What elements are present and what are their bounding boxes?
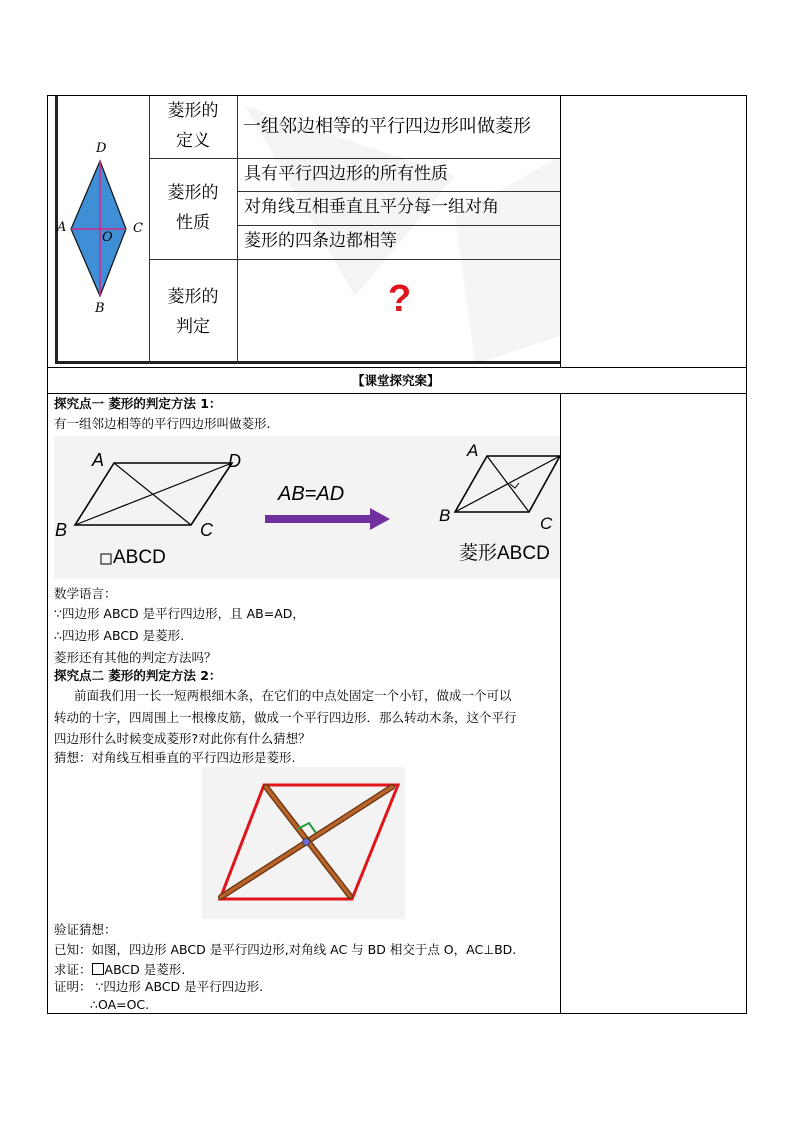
given-statement: 已知：如图，四边形 ABCD 是平行四边形,对角线 AC 与 BD 相交于点 O，AC⊥BD. [54, 942, 517, 957]
arrow-body [265, 515, 370, 523]
table-left-border [47, 95, 48, 1014]
fig2-caption: 菱形ABCD [459, 543, 550, 564]
fig1-caption: ABCD [113, 547, 166, 568]
prove-label: 求证： [54, 962, 92, 977]
row-label-property-line2: 性质 [176, 213, 210, 233]
fig1-label-c: C [200, 520, 213, 540]
row-label-property [150, 178, 236, 238]
proof-line1: 证明： ∵四边形 ABCD 是平行四边形. [54, 979, 264, 994]
row-label-definition-line1: 菱形的 [167, 101, 219, 121]
parallelogram-symbol-inline [92, 963, 104, 975]
inner-row-line-2 [237, 191, 560, 192]
therefore-statement: ∴四边形 ABCD 是菱形. [54, 628, 185, 643]
table-col-divider-bottom [560, 393, 561, 1013]
arrow-head [370, 508, 390, 530]
math-language-label: 数学语言： [54, 586, 117, 601]
fig2-label-c: C [540, 514, 553, 533]
explore2-figure [202, 767, 405, 919]
verify-label: 验证猜想： [54, 922, 117, 937]
prove-rest: ABCD 是菱形. [104, 962, 186, 977]
row-label-criterion-line2: 判定 [176, 317, 210, 337]
property-text-1: 具有平行四边形的所有性质 [244, 164, 448, 184]
explore2-heading: 探究点二 菱形的判定方法 2： [54, 668, 222, 683]
row-label-property-line1: 菱形的 [167, 183, 219, 203]
label-o: O [102, 230, 113, 245]
fig2-label-b: B [439, 506, 451, 525]
criterion-question-mark: ? [388, 278, 412, 320]
row-label-criterion-line1: 菱形的 [167, 287, 219, 307]
center-nail [303, 839, 310, 846]
prove-statement [54, 962, 185, 978]
parallelogram-symbol [101, 554, 111, 564]
parallelogram-diag-2 [75, 463, 232, 525]
fig1-label-b: B [55, 520, 68, 540]
row-label-criterion [150, 282, 236, 342]
row-label-definition [150, 96, 236, 156]
explore2-para-line1: 前面我们用一长一短两根细木条，在它们的中点处固定一个小钉，做成一个可以 [74, 688, 512, 703]
explore2-para-line2: 转动的十字，四周围上一根橡皮筋，做成一个平行四边形．那么转动木条，这个平行 [54, 710, 517, 725]
arrow-label: AB=AD [278, 483, 345, 505]
inner-row-line-4 [149, 259, 560, 260]
fig2-label-a: A [467, 441, 479, 460]
row-label-definition-line2: 定义 [176, 131, 210, 151]
label-a: A [57, 220, 67, 235]
fig1-label-d: D [228, 451, 241, 471]
table-row-divider-2 [47, 393, 747, 394]
definition-text: 一组邻边相等的平行四边形叫做菱形 [243, 116, 531, 137]
table-bottom-border [47, 1013, 747, 1014]
other-methods-question: 菱形还有其他的判定方法吗？ [54, 650, 217, 665]
label-d: D [96, 141, 107, 156]
explore2-para-line3: 四边形什么时候变成菱形?对此你有什么猜想？ [54, 731, 311, 746]
right-angle-mark [510, 483, 519, 488]
explore1-figure [54, 436, 560, 579]
table-row-divider-1 [47, 367, 747, 368]
label-c: C [133, 221, 143, 236]
inner-col-line-2 [237, 96, 238, 364]
inner-row-line-3 [237, 225, 560, 226]
property-text-3: 菱形的四条边都相等 [244, 231, 397, 251]
fig1-label-a: A [92, 450, 105, 470]
explore2-figure-drawing [202, 767, 405, 919]
explore1-definition: 有一组邻边相等的平行四边形叫做菱形. [54, 416, 271, 431]
table-right-border [746, 95, 747, 1014]
proof-line2: ∴OA=OC. [90, 997, 150, 1012]
because-statement: ∵四边形 ABCD 是平行四边形，且 AB=AD， [54, 606, 305, 621]
section-title: 【课堂探究案】 [352, 373, 440, 388]
rhombus-summary-slide [55, 96, 560, 364]
table-col-divider-top [560, 95, 561, 367]
guess-statement: 猜想：对角线互相垂直的平行四边形是菱形. [54, 750, 296, 765]
label-b: B [95, 301, 105, 316]
explore1-heading: 探究点一 菱形的判定方法 1： [54, 396, 222, 411]
inner-row-line-1 [149, 158, 560, 159]
property-text-2: 对角线互相垂直且平分每一组对角 [244, 197, 499, 217]
